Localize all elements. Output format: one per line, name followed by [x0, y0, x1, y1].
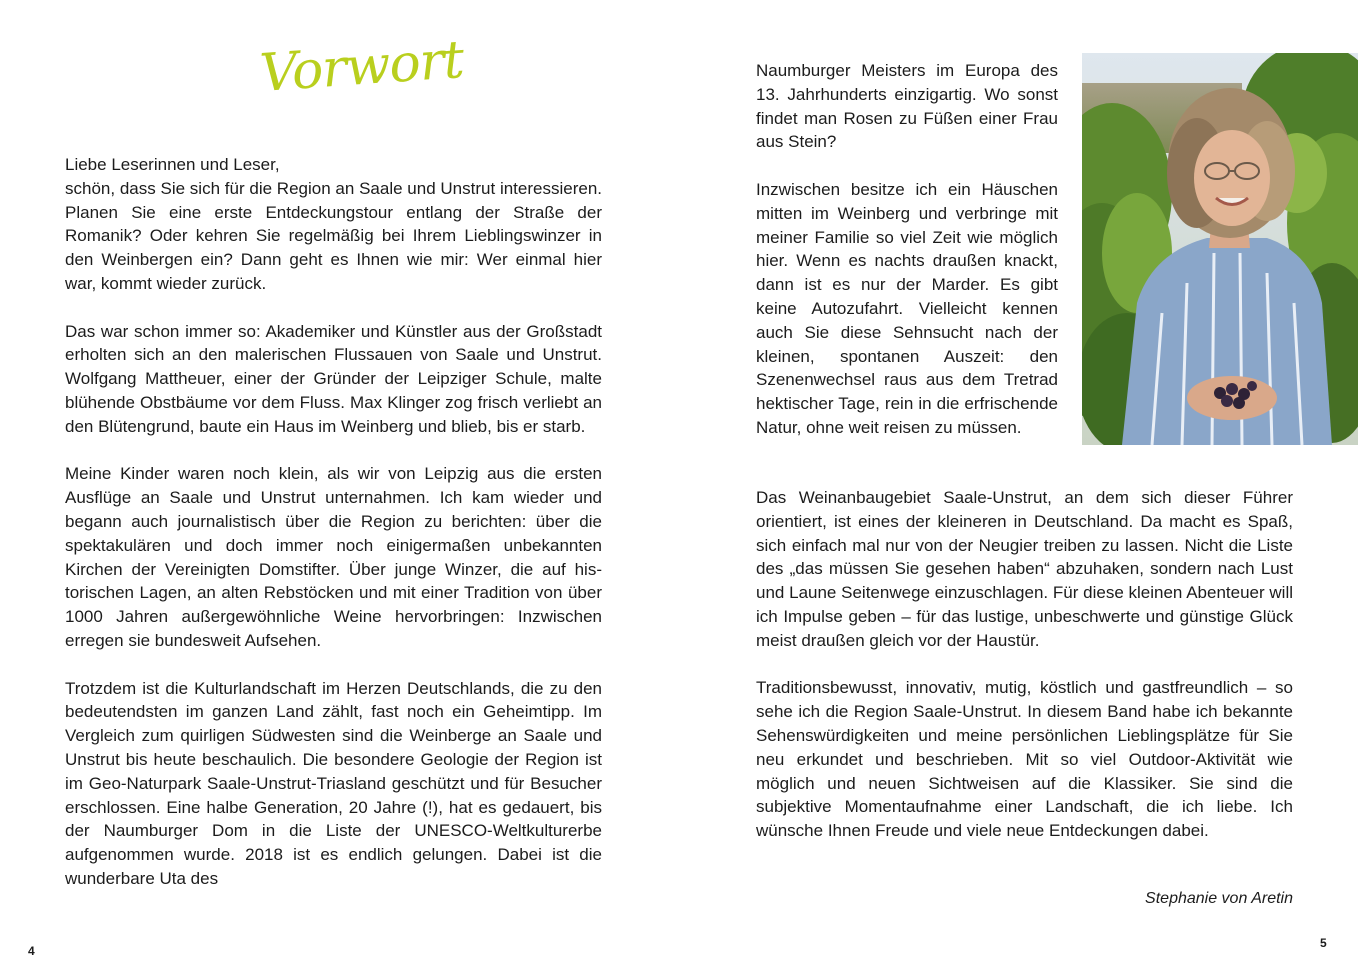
- author-signature: Stephanie von Aretin: [1145, 890, 1293, 907]
- author-photo: [1082, 53, 1358, 445]
- paragraph: Naumburger Meisters im Europa des 13. Jahrhunderts einzigartig. Wo sonst findet man Rosen zu Füßen einer Frau aus Stein?: [756, 61, 1058, 152]
- paragraph: Das war schon immer so: Akademiker und Künstler aus der Großstadt erholten sich an den malerischen Flussauen von Saale und Unstrut. Wolfgang Mattheuer, einer der Gründer der Leipziger Schule, malte blühende Obstbäume vor dem Fluss. Max Klinger zog frisch verliebt an den Blütengrund, baute ein Haus im Weinberg und blieb, bis er starb.: [65, 321, 602, 436]
- paragraph: Das Weinanbaugebiet Saale-Unstrut, an dem sich dieser Führer orientiert, ist eines der kleineren in Deutschland. Da macht es Spaß, sich einfach mal nur von der Neugier treiben zu lassen. Nicht die Liste des „das müssen Sie gesehen haben“ abzuhaken, sondern nach Lust und Laune Seitenwege einzuschlagen. Für diese kleinen Abenteuer will ich Impulse geben – für das lustige, unbeschwerte und günstige Glück meist draußen gleich vor der Haustür.: [756, 488, 1293, 650]
- page-number-right: 5: [1320, 936, 1327, 950]
- paragraph: Meine Kinder waren noch klein, als wir von Leipzig aus die ersten Ausflüge an Saale und Unstrut unternahmen. Ich kam wieder und begann auch journalistisch über die Region zu berichten: über die spektakulären und doch immer noch einigermaßen unbekannten Kirchen der Vereinigten Domstifter. Über junge Winzer, die auf historischen Lagen, an alten Rebstöcken und mit einer Tradition von über 1000 Jahren außergewöhnliche Weine hervorbringen: Inzwischen erregen sie bundesweit Aufsehen.: [65, 464, 602, 650]
- paragraph: Trotzdem ist die Kulturlandschaft im Herzen Deutschlands, die zu den bedeutendsten im ganzen Land zählt, fast noch ein Geheimtipp. Im Vergleich zum quirligen Südwesten sind die Weinberge an Saale und Unstrut bis heute beschaulich. Die besondere Geologie der Region ist im Geo-Naturpark Saale-Unstrut-Triasland geschützt und für Besucher erschlossen. Eine halbe Generation, 20 Jahre (!), hat es gedauert, bis der Naumburger Dom in die Liste der UNESCO-Weltkulturerbe aufgenommen wurde. 2018 ist es endlich gelungen. Dabei ist die wunderbare Uta des: [65, 678, 602, 888]
- right-top-text: [756, 59, 1058, 440]
- salutation: Liebe Leserinnen und Leser,: [65, 155, 280, 174]
- page-number-left: 4: [28, 944, 35, 958]
- paragraph: schön, dass Sie sich für die Region an Saale und Unstrut interessieren. Planen Sie eine erste Entdeckungstour entlang der Straße der Romanik? Oder kehren Sie regelmäßig bei Ihrem Lieblingswinzer in den Weinbergen ein? Dann geht es Ihnen wie mir: Wer einmal hier war, kommt wieder zurück.: [65, 178, 602, 293]
- left-body-text: [65, 153, 602, 891]
- paragraph: Inzwischen besitze ich ein Häuschen mitten im Weinberg und verbringe mit meiner Familie so viel Zeit wie möglich hier. Wenn es nachts draußen knackt, dann ist es nur der Marder. Es gibt keine Autozufahrt. Vielleicht kennen auch Sie diese Sehnsucht nach der kleinen, spontanen Auszeit: den Szenenwechsel raus aus dem Tretrad hektischer Tage, rein in die erfrischende Natur, ohne weit reisen zu müssen.: [756, 179, 1058, 437]
- paragraph: Traditionsbewusst, innovativ, mutig, köstlich und gastfreundlich – so sehe ich die Region Saale-Unstrut. In diesem Band habe ich bekannte Sehenswürdigkeiten und meine persönlichen Lieblingsplätze für Sie neu erkundet und beschrieben. Mit so viel Outdoor-Aktivität wie möglich und neuen Sichtweisen auf die Klassiker. Sie sind die subjektive Momentaufnahme einer Landschaft, die ich liebe. Ich wünsche Ihnen Freude und viele neue Entdeckungen dabei.: [756, 678, 1293, 841]
- page-title: Vorwort: [258, 29, 466, 104]
- right-body-text: [756, 486, 1293, 843]
